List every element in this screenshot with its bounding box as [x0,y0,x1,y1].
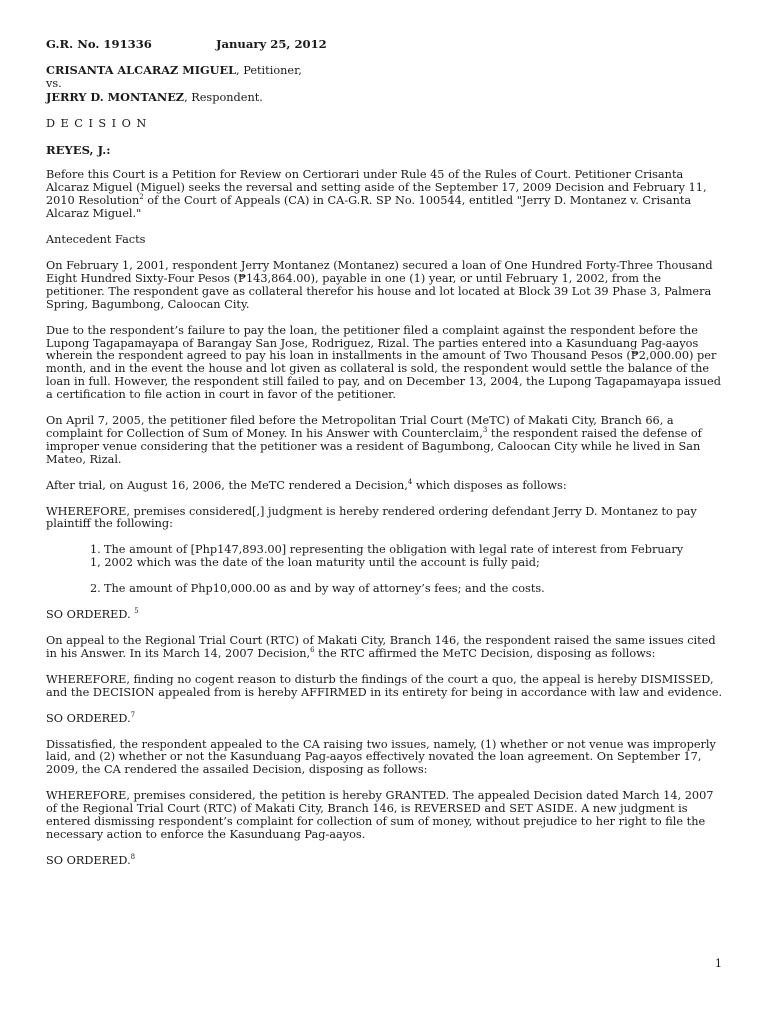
paragraph-metc-decision: After trial, on August 16, 2006, the MeTC rendered a Decision,$^4$ which disposes as follows: [46,477,567,492]
respondent-line [46,91,723,105]
so-ordered: SO ORDERED.$^8$ [46,853,136,867]
so-ordered: SO ORDERED. $^5$ [46,607,139,622]
paragraph-ca-appeal: Dissatisfied, the respondent appealed to the CA raising two issues, namely, (1) whether or not venue was improperly laid, and (2) whether or not the Kasunduang Pag-aayos effectively novated the loan agreement. On September 17, 2009, the CA rendered the assailed Decision, disposing as follows: [46,737,716,777]
paragraph-loan: On February 1, 2001, respondent Jerry Montanez (Montanez) secured a loan of One Hundred Forty-Three Thousand Eight Hundred Sixty-Four Pesos (₱143,864.00), payable in one (1) year, or until February 1, 2002, from the petitioner. The respondent gave as collateral therefor his house and lot located at Block 39 Lot 39 Phase 3, Palmera Spring, Bagumbong, Caloocan City. [46,258,713,311]
list-item: 2. The amount of Php10,000.00 as and by way of attorney’s fees; and the costs. [90,582,545,596]
petitioner-line [46,64,723,78]
paragraph-rtc-appeal: On appeal to the Regional Trial Court (RTC) of Makati City, Branch 146, the respondent raised the same issues cited in his Answer. In its March 14, 2007 Decision,$^6$ the RTC affirmed the MeTC Decision, disposing as follows: [46,634,716,660]
footnote-ref[interactable]: 3 [482,426,488,435]
decision-heading: DECISION [46,116,152,130]
footnote-ref[interactable]: 8 [130,853,136,862]
page-number: 1 [714,957,722,970]
versus: vs. [46,76,62,90]
footnote-ref[interactable]: 5 [134,607,139,616]
quoted-dispositive-metc: WHEREFORE, premises considered[,] judgment is hereby rendered ordering defendant Jerry D. Montanez to pay plaintiff the following: [46,504,697,531]
footnote-ref[interactable]: 2 [139,193,144,202]
quoted-dispositive-rtc: WHEREFORE, finding no cogent reason to disturb the findings of the court a quo, the appeal is hereby DISMISSED, and the DECISION appealed from is hereby AFFIRMED in its entirety for being in accordance with law and evidence. [46,672,723,699]
case-number: G.R. No. 191336 [46,37,152,51]
paragraph-metc-complaint: On April 7, 2005, the petitioner filed before the Metropolitan Trial Court (MeTC) of Makati City, Branch 66, a complaint for Collection of Sum of Money. In his Answer with Counterclaim,$^3$ the respondent raised the defense of improper venue considering that the petitioner was a resident of Bagumbong, Caloocan City while he lived in San Mateo, Rizal. [46,414,702,466]
ponente: REYES, J.: [46,142,111,157]
list-item: 1. The amount of [Php147,893.00] representing the obligation with legal rate of interest from February [90,543,684,557]
footnote-ref[interactable]: 6 [310,646,315,655]
paragraph-lupon: Due to the respondent’s failure to pay the loan, the petitioner filed a complaint against the respondent before the Lupong Tagapamayapa of Barangay San Jose, Rodriguez, Rizal. The parties entered into a Kasunduang Pag-aayos wherein the respondent agreed to pay his loan in installments in the amount of Two Thousand Pesos (₱2,000.00) per month, and in the event the house and lot given as collateral is sold, the respondent would settle the balance of the loan in full. However, the respondent still failed to pay, and on December 13, 2004, the Lupong Tagapamayapa issued a certification to file action in court in favor of the petitioner. [46,323,721,402]
footnote-ref[interactable]: 7 [130,710,136,719]
case-header [46,38,723,51]
list-item-continuation: 1, 2002 which was the date of the loan maturity until the account is fully paid; [90,556,540,570]
petitioner-name: CRISANTA ALCARAZ MIGUEL [46,62,237,77]
decision-date: January 25, 2012 [216,37,327,51]
paragraph-intro: Before this Court is a Petition for Review on Certiorari under Rule 45 of the Rules of Court. Petitioner Crisanta Alcaraz Miguel (Miguel) seeks the reversal and setting aside of the September 17, 2009 Decision and February 11, 2010 Resolution$^2$ of the Court of Appeals (CA) in CA-G.R. SP No. 100544, entitled "Jerry D. Montanez v. Crisanta Alcaraz Miguel." [46,168,707,221]
quoted-dispositive-ca: WHEREFORE, premises considered, the petition is hereby GRANTED. The appealed Decision dated March 14, 2007 of the Regional Trial Court (RTC) of Makati City, Branch 146, is REVERSED and SET ASIDE. A new judgment is entered dismissing respondent’s complaint for collection of sum of money, without prejudice to her right to file the necessary action to enforce the Kasunduang Pag-aayos. [46,789,714,841]
so-ordered: SO ORDERED.$^7$ [46,710,136,725]
footnote-ref[interactable]: 4 [407,477,413,486]
petitioner-role: , Petitioner, [236,63,302,77]
section-subheading: Antecedent Facts [46,233,146,247]
respondent-name: JERRY D. MONTANEZ [46,89,185,104]
respondent-role: , Respondent. [184,90,263,104]
